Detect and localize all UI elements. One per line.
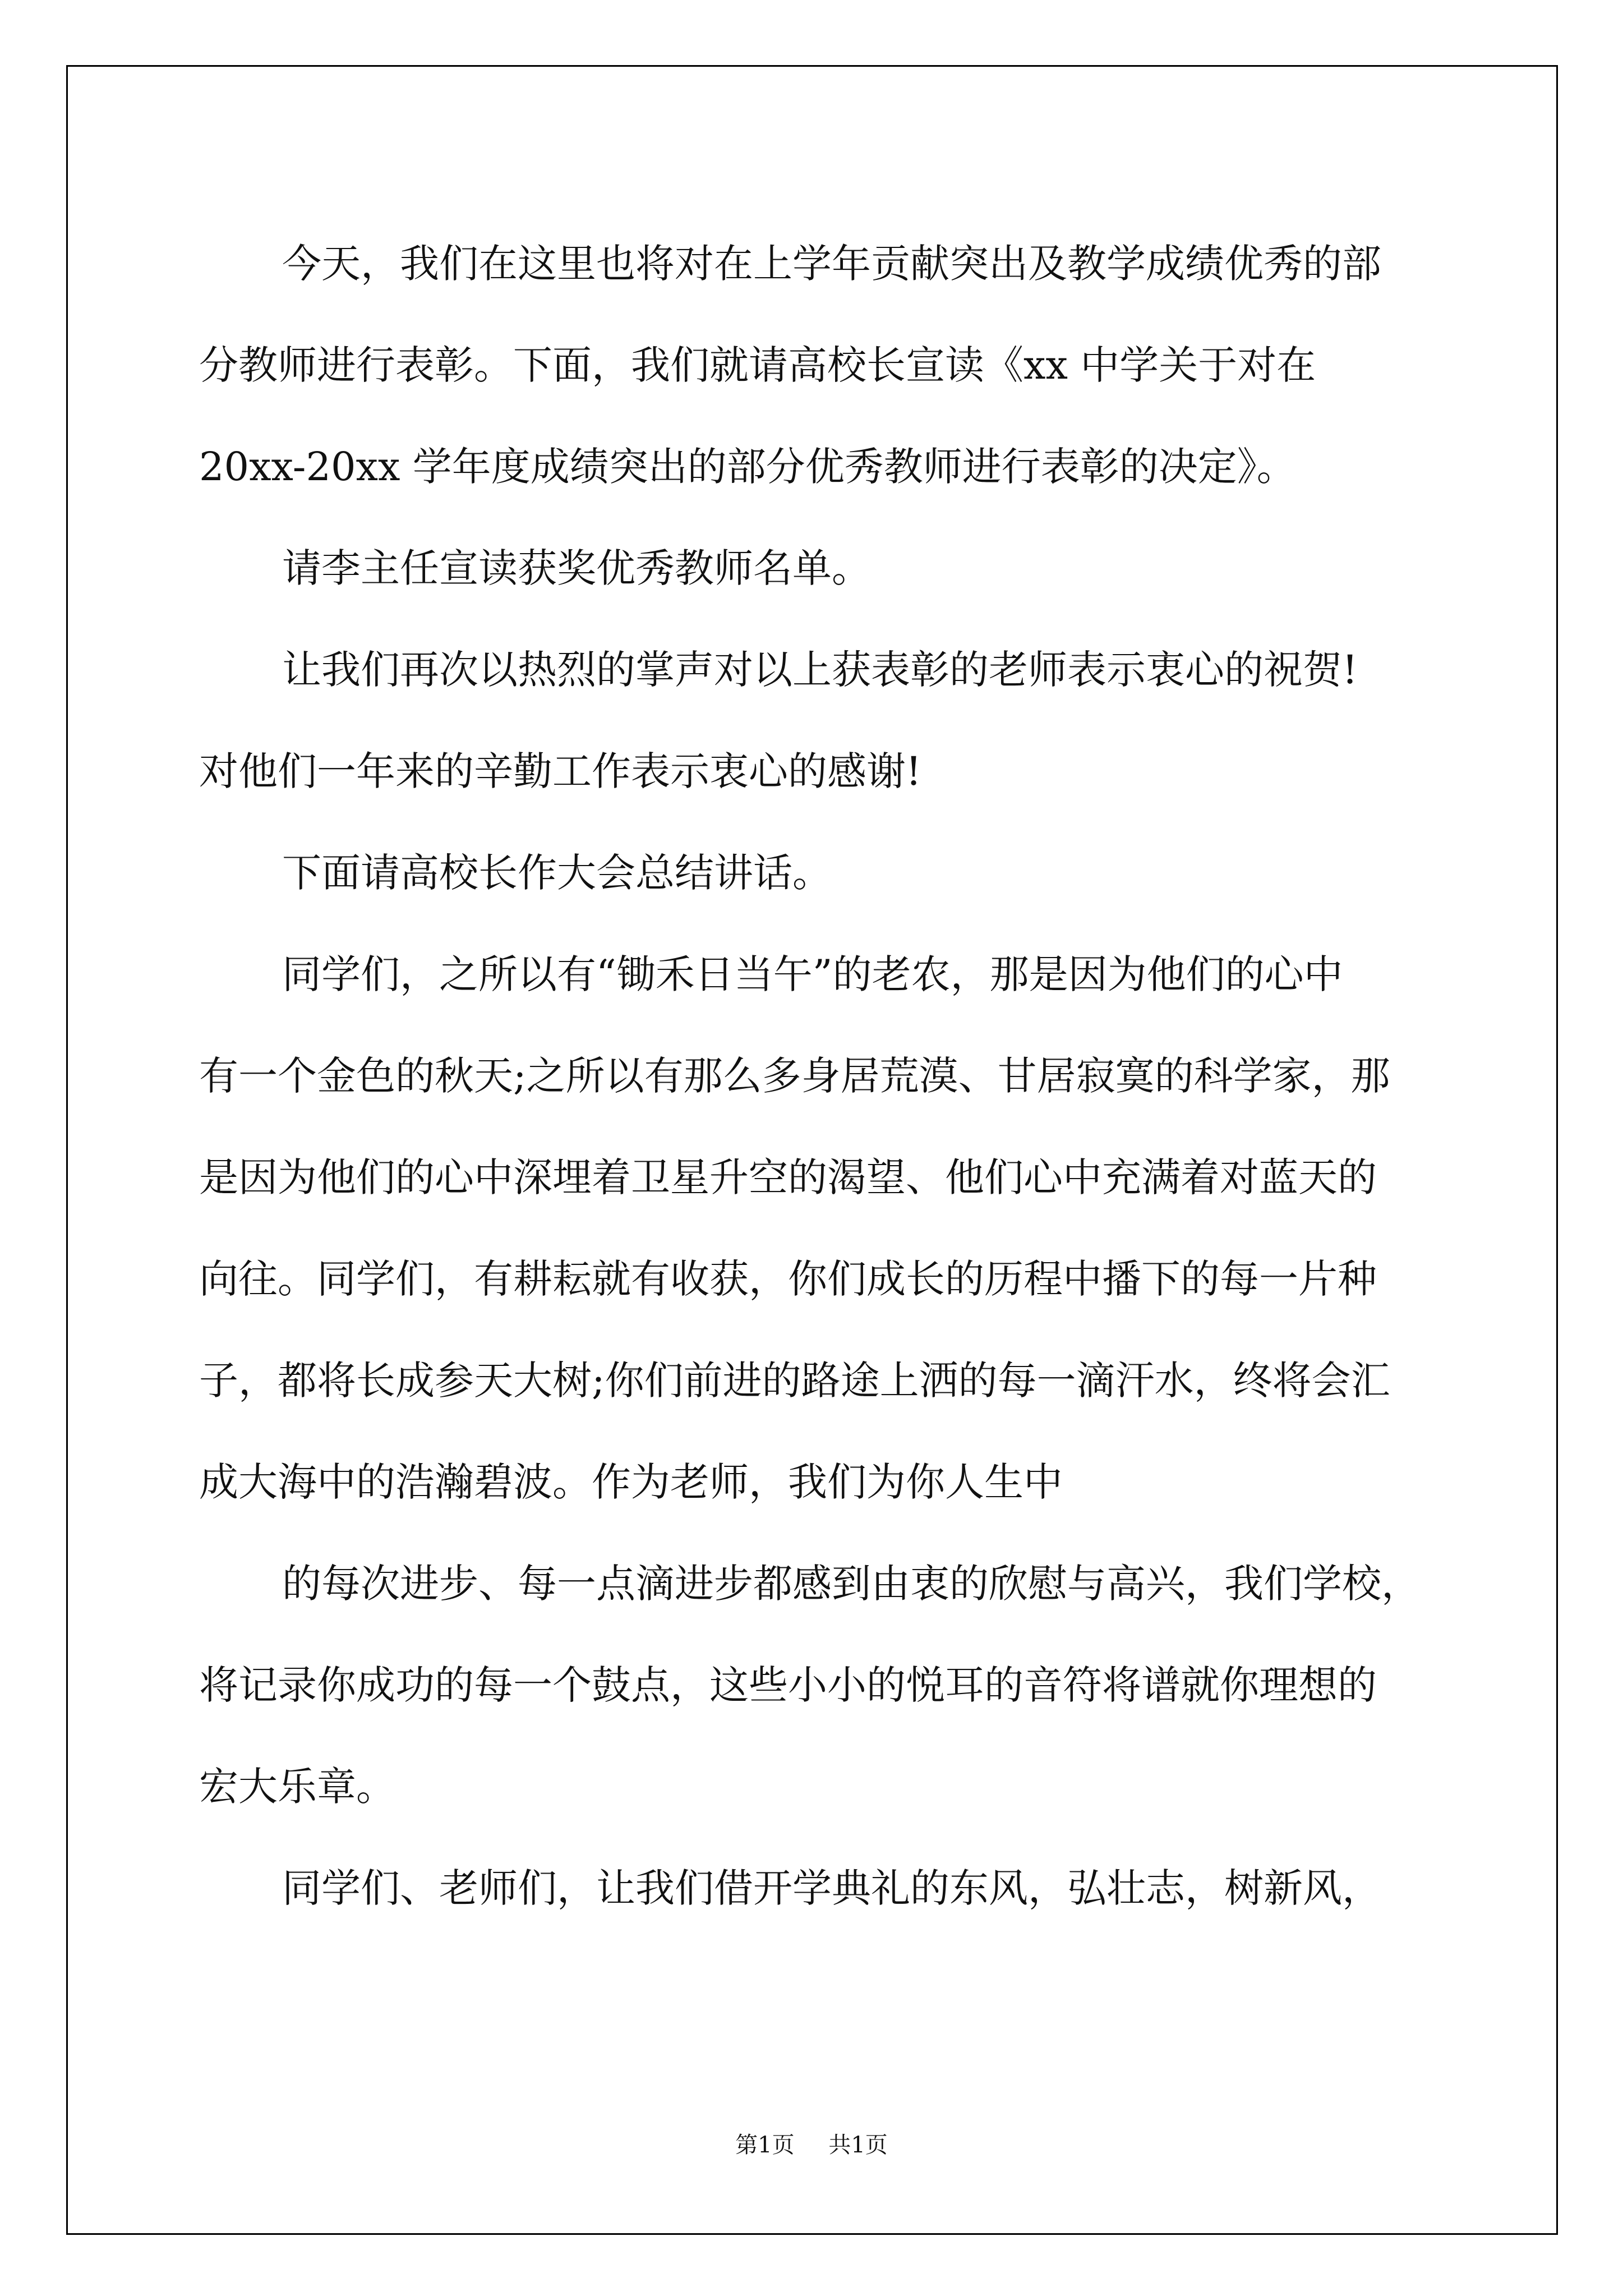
text-line: 请李主任宣读获奖优秀教师名单。	[282, 545, 871, 591]
page-total: 共1页	[828, 2132, 888, 2158]
text-line: 20xx-20xx 学年度成绩突出的部分优秀教师进行表彰的决定》。	[199, 444, 1296, 490]
text-line: 同学们，之所以有“锄禾日当午”的老农，那是因为他们的心中	[282, 951, 1343, 997]
text-line: 是因为他们的心中深埋着卫星升空的渴望、他们心中充满着对蓝天的	[199, 1154, 1377, 1200]
text-line: 成大海中的浩瀚碧波。作为老师，我们为你人生中	[199, 1459, 1063, 1505]
page-footer	[0, 2127, 1623, 2159]
text-line: 下面请高校长作大会总结讲话。	[282, 850, 832, 896]
text-line: 今天，我们在这里也将对在上学年贡献突出及教学成绩优秀的部	[282, 241, 1381, 287]
text-line: 让我们再次以热烈的掌声对以上获表彰的老师表示衷心的祝贺!	[282, 647, 1358, 693]
page-number: 第1页	[735, 2132, 795, 2158]
text-line: 宏大乐章。	[199, 1764, 395, 1810]
document-body	[199, 213, 1455, 1939]
text-line: 分教师进行表彰。下面，我们就请高校长宣读《xx 中学关于对在	[199, 342, 1316, 388]
text-line: 子，都将长成参天大树;你们前进的路途上洒的每一滴汗水，终将会汇	[199, 1358, 1390, 1404]
text-line: 向往。同学们，有耕耘就有收获，你们成长的历程中播下的每一片种	[199, 1256, 1377, 1302]
text-line: 的每次进步、每一点滴进步都感到由衷的欣慰与高兴，我们学校，	[282, 1561, 1421, 1607]
text-line: 同学们、老师们，让我们借开学典礼的东风，弘壮志，树新风，	[282, 1865, 1381, 1911]
text-line: 将记录你成功的每一个鼓点，这些小小的悦耳的音符将谱就你理想的	[199, 1662, 1377, 1708]
text-line: 对他们一年来的辛勤工作表示衷心的感谢!	[199, 748, 922, 794]
text-line: 有一个金色的秋天;之所以有那么多身居荒漠、甘居寂寞的科学家，那	[199, 1053, 1390, 1099]
